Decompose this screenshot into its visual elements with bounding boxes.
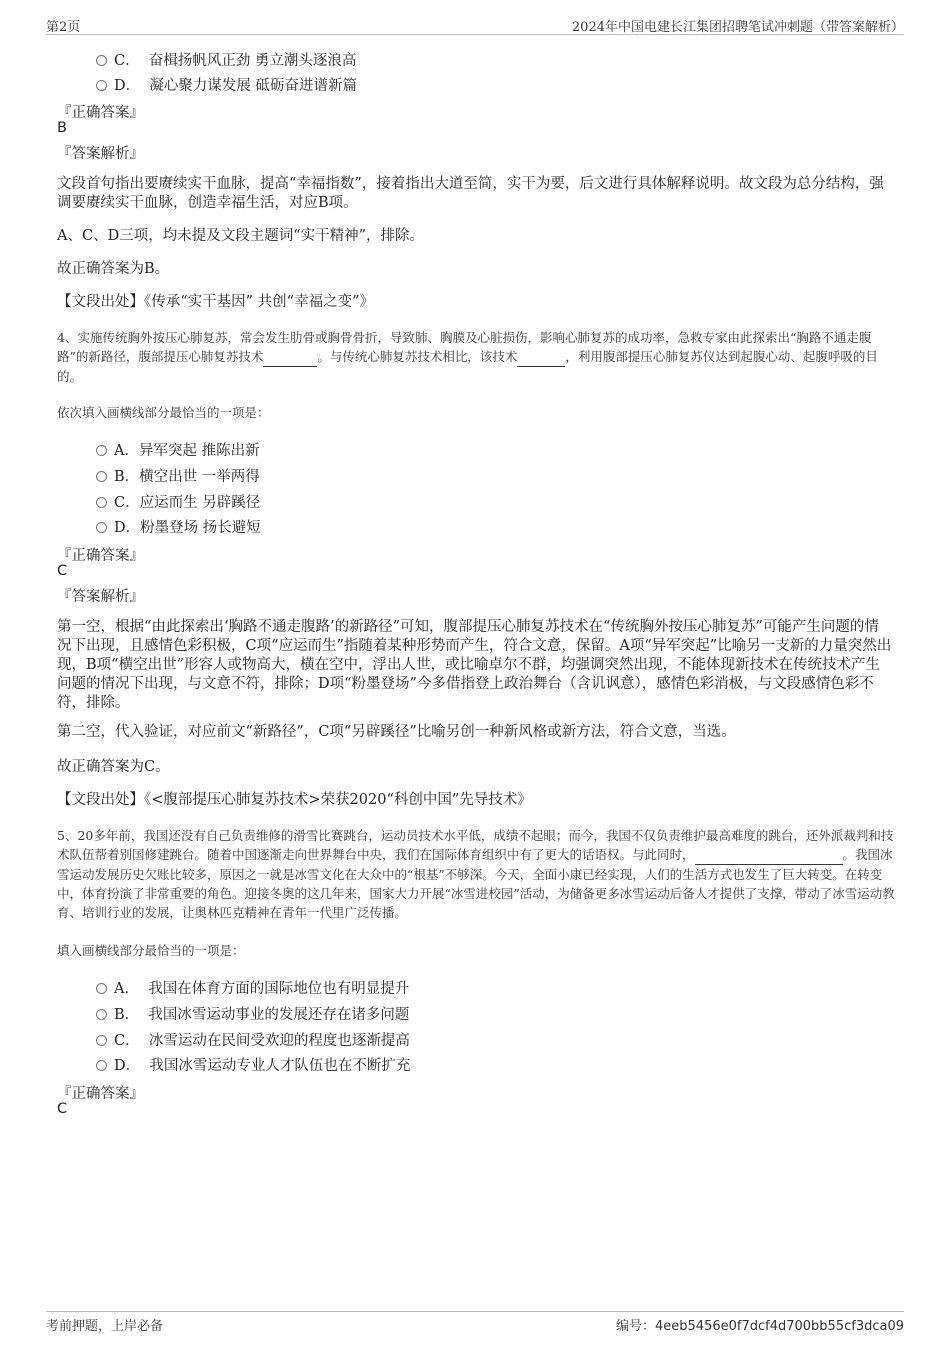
option-d[interactable]: D． 我国冰雪运动专业人才队伍也在不断扩充 bbox=[96, 1054, 410, 1075]
question-prompt: 填入画横线部分最恰当的一项是： bbox=[57, 943, 245, 958]
radio-icon[interactable] bbox=[96, 471, 107, 482]
analysis-paragraph: 文段首句指出要赓续实干血脉，提高“幸福指数”，接着指出大道至简，实干为要，后文进行具体解释说明。故文段为总分结构，强调要赓续实干血脉，创造幸福生活，对应B项。 bbox=[57, 176, 884, 211]
option-c[interactable]: C． 奋楫扬帆风正劲 勇立潮头逐浪高 bbox=[96, 49, 356, 70]
answer-value: B bbox=[57, 120, 67, 136]
option-a[interactable]: A． 我国在体育方面的国际地位也有明显提升 bbox=[96, 977, 409, 998]
radio-icon[interactable] bbox=[96, 497, 107, 508]
analysis-paragraph: 第一空，根据“由此探索出‘胸路不通走腹路’的新路径”可知，腹部提压心肺复苏技术在“传统胸外按压心肺复苏”可能产生问题的情况下出现，且感情色彩积极，C项“应运而生”指随着某种形势而产生，符合文意，保留。A项“异军突起”比喻另一支新的力量突然出现，B项“横空出世”形容人或物高大，横在空中，浮出人世，或比喻卓尔不群，均强调突然出现，不能体现新技术在传统技术产生问题的情况下出现，与文意不符，排除；D项“粉墨登场”今多借指登上政治舞台（含讥讽意），感情色彩消极，与文段感情色彩不符，排除。 bbox=[57, 619, 892, 711]
document-code: 编号：4eeb5456e0f7dcf4d700bb55cf3dca09 bbox=[616, 1319, 904, 1334]
answer-label: 『正确答案』 bbox=[57, 1086, 144, 1102]
analysis-paragraph: 第二空，代入验证，对应前文“新路径”，C项“另辟蹊径”比喻另创一种新风格或新方法，符合文意，当选。 bbox=[57, 724, 736, 740]
footer-slogan: 考前押题，上岸必备 bbox=[46, 1319, 164, 1334]
radio-icon[interactable] bbox=[96, 80, 107, 91]
page-number: 第2页 bbox=[46, 20, 81, 35]
source-citation: 【文段出处】《传承“实干基因” 共创“幸福之变”》 bbox=[57, 294, 375, 310]
answer-label: 『正确答案』 bbox=[57, 105, 144, 121]
option-c[interactable]: C． 冰雪运动在民间受欢迎的程度也逐渐提高 bbox=[96, 1029, 410, 1050]
answer-value: C bbox=[57, 1101, 68, 1117]
answer-label: 『正确答案』 bbox=[57, 548, 144, 564]
analysis-paragraph: A、C、D三项，均未提及文段主题词“实干精神”，排除。 bbox=[57, 228, 425, 244]
option-d[interactable]: D．粉墨登场 扬长避短 bbox=[96, 516, 261, 537]
analysis-paragraph: 故正确答案为C。 bbox=[57, 759, 170, 775]
radio-icon[interactable] bbox=[96, 55, 107, 66]
option-a[interactable]: A．异军突起 推陈出新 bbox=[96, 439, 260, 460]
option-d[interactable]: D． 凝心聚力谋发展 砥砺奋进谱新篇 bbox=[96, 74, 357, 95]
question-prompt: 依次填入画横线部分最恰当的一项是： bbox=[57, 405, 270, 420]
option-b[interactable]: B． 我国冰雪运动事业的发展还存在诸多问题 bbox=[96, 1003, 409, 1024]
page-header bbox=[46, 14, 904, 35]
radio-icon[interactable] bbox=[96, 1060, 107, 1071]
radio-icon[interactable] bbox=[96, 445, 107, 456]
radio-icon[interactable] bbox=[96, 983, 107, 994]
analysis-label: 『答案解析』 bbox=[57, 589, 144, 605]
analysis-paragraph: 故正确答案为B。 bbox=[57, 261, 170, 277]
option-c[interactable]: C．应运而生 另辟蹊径 bbox=[96, 491, 260, 512]
radio-icon[interactable] bbox=[96, 1035, 107, 1046]
document-title: 2024年中国电建长江集团招聘笔试冲刺题（带答案解析） bbox=[571, 20, 904, 35]
answer-value: C bbox=[57, 563, 68, 579]
question-text: 5、20多年前，我国还没有自己负责维修的滑雪比赛跳台，运动员技术水平低，成绩不起眼；而今，我国不仅负责维护最高难度的跳台，还外派裁判和技术队伍帮着别国修建跳台。随着中国逐渐走向世界舞台中央，我们在国际体育组织中有了更大的话语权。与此同时， 。我国冰雪运动发展历史欠账比较多，原因之一就是冰雪文化在大众中的“根基”不够深。今天，全面小康已经实现，人们的生活方式也发生了巨大转变。在转变中，体育扮演了非常重要的角色。迎接冬奥的这几年来，国家大力开展“冰雪进校园”活动，为储备更多冰雪运动后备人才提供了支撑，带动了冰雪运动教育、培训行业的发展，让奥林匹克精神在青年一代里广泛传播。 bbox=[57, 828, 895, 920]
question-text: 4、实施传统胸外按压心肺复苏，常会发生肋骨或胸骨骨折，导致肺、胸膜及心脏损伤，影响心肺复苏的成功率，急救专家由此探索出“胸路不通走腹路”的新路径，腹部提压心肺复苏技术 。与传统心肺复苏技术相比，该技术 ，利用腹部提压心肺复苏仪达到起腹心动、起腹呼吸的目的。 bbox=[57, 330, 878, 384]
option-b[interactable]: B．横空出世 一举两得 bbox=[96, 465, 260, 486]
source-citation: 【文段出处】《<腹部提压心肺复苏技术>荣获2020“科创中国”先导技术》 bbox=[57, 792, 532, 808]
analysis-label: 『答案解析』 bbox=[57, 146, 144, 162]
radio-icon[interactable] bbox=[96, 522, 107, 533]
radio-icon[interactable] bbox=[96, 1009, 107, 1020]
page-footer bbox=[46, 1311, 904, 1336]
